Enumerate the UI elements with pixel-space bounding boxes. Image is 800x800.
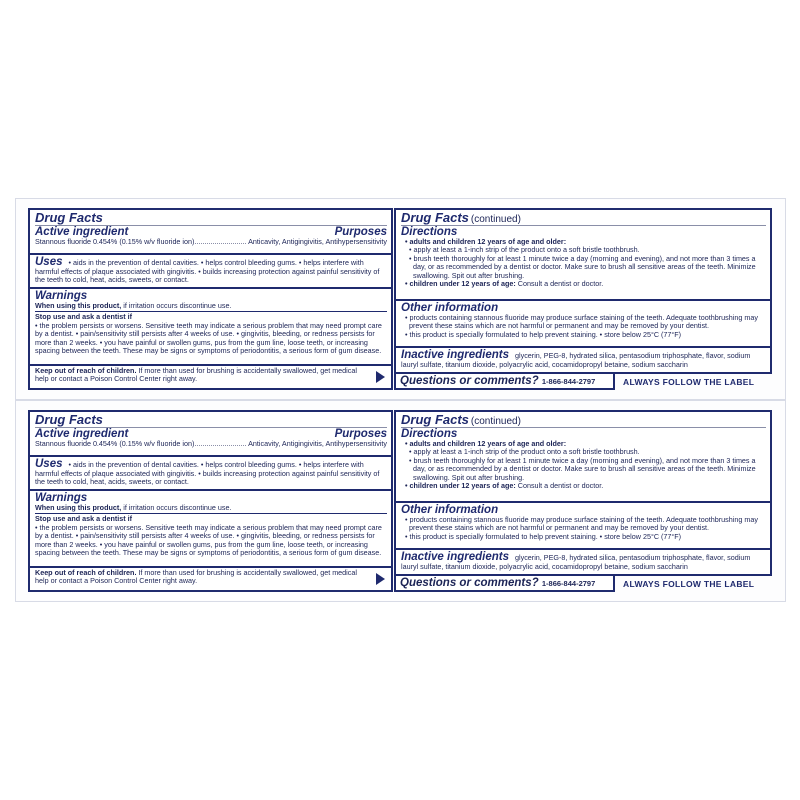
active-ingredient-heading: Active ingredient bbox=[35, 428, 129, 440]
other-information-2: • this product is specially formulated to help prevent staining. • store below 25°C (77°F) bbox=[405, 531, 682, 541]
inactive-ingredients-heading: Inactive ingredients bbox=[401, 349, 510, 361]
keep-out-bold: Keep out of reach of children. bbox=[35, 366, 137, 375]
drug-facts-right-box bbox=[394, 208, 772, 374]
active-ingredient-section: Drug Facts Active ingredient Purposes Stannous fluoride 0.454% (0.15% w/v fluoride ion) .......................... Anticavity, Antigingivitis, Antihypersensitivity bbox=[30, 210, 391, 255]
directions-step-2: • brush teeth thoroughly for at least 1 minute twice a day (morning and evening), and not more than 3 times a day, or as recommended by a dentist or doctor. Make sure to brush all sensitive areas of the teeth. Minimize swallowing. Spit out after brushing. bbox=[409, 253, 756, 280]
warnings-heading: Warnings bbox=[35, 290, 88, 302]
drug-facts-continued-title: Drug Facts bbox=[401, 412, 469, 427]
inactive-ingredients-text: glycerin, PEG-8, hydrated silica, pentasodium triphosphate, flavor, sodium lauryl sulfate, titanium dioxide, polyacrylic acid, cocamidopropyl betaine, sodium saccharin bbox=[401, 553, 751, 571]
inactive-ingredients-heading: Inactive ingredients bbox=[401, 551, 510, 563]
other-information-1: • products containing stannous fluoride may produce surface staining of the teeth. Adequate toothbrushing may prevent these stains which are not harmful or permanent and may be removed by your dentist. bbox=[405, 313, 758, 331]
phone-number: 1-866-844-2797 bbox=[541, 579, 596, 588]
when-using-bold: When using this product, bbox=[35, 503, 122, 512]
continue-arrow-icon bbox=[376, 371, 385, 383]
inactive-ingredients-section bbox=[396, 348, 770, 372]
stop-use-heading: Stop use and ask a dentist if bbox=[35, 514, 133, 524]
keep-out-section bbox=[30, 568, 391, 590]
stop-use-text: • the problem persists or worsens. Sensitive teeth may indicate a serious problem that may need prompt care by a dentist. • pain/sensitivity still persists after 4 weeks of use. • gingivitis, bleeding, or redness persists for more than 2 weeks. • you have painful or swollen gums, pus from the gum line, loose teeth, or increasing spacing between the teeth. These may be signs or symptoms of periodontitis, a serious form of gum disease. bbox=[35, 320, 382, 356]
warnings-heading: Warnings bbox=[35, 492, 88, 504]
continued-text: (continued) bbox=[470, 214, 521, 225]
always-follow-label: ALWAYS FOLLOW THE LABEL bbox=[623, 579, 755, 589]
active-ingredient-heading: Active ingredient bbox=[35, 226, 129, 238]
uses-text: • aids in the prevention of dental cavities. • helps control bleeding gums. • helps interfere with harmful effects of plaque associated with gingivitis. • builds increasing protection against painful sensitivity of the teeth to cold, heat, acids, sweets, or contact. bbox=[35, 460, 380, 487]
directions-adults: • adults and children 12 years of age and older: bbox=[405, 439, 567, 448]
purposes: Anticavity, Antigingivitis, Antihypersensitivity bbox=[248, 439, 387, 448]
directions-step-1: • apply at least a 1-inch strip of the product onto a soft bristle toothbrush. bbox=[409, 245, 640, 255]
keep-out-bold: Keep out of reach of children. bbox=[35, 568, 137, 577]
drug-facts-panel bbox=[0, 198, 800, 400]
directions-section bbox=[396, 210, 770, 301]
uses-section bbox=[30, 457, 391, 491]
directions-section bbox=[396, 412, 770, 503]
uses-heading: Uses bbox=[35, 458, 63, 470]
questions-box bbox=[394, 574, 615, 592]
directions-children-text: Consult a dentist or doctor. bbox=[515, 279, 604, 289]
purposes-heading: Purposes bbox=[334, 226, 387, 238]
other-information-1: • products containing stannous fluoride may produce surface staining of the teeth. Adequate toothbrushing may prevent these stains which are not harmful or permanent and may be removed by your dentist. bbox=[405, 515, 758, 533]
phone-number: 1-866-844-2797 bbox=[541, 377, 596, 386]
stop-use-text: • the problem persists or worsens. Sensitive teeth may indicate a serious problem that may need prompt care by a dentist. • pain/sensitivity still persists after 4 weeks of use. • gingivitis, bleeding, or redness persists for more than 2 weeks. • you have painful or swollen gums, pus from the gum line, loose teeth, or increasing spacing between the teeth. These may be signs or symptoms of periodontitis, a serious form of gum disease. bbox=[35, 522, 382, 558]
inactive-ingredients-text: glycerin, PEG-8, hydrated silica, pentasodium triphosphate, flavor, sodium lauryl sulfate, titanium dioxide, polyacrylic acid, cocamidopropyl betaine, sodium saccharin bbox=[401, 351, 751, 369]
stop-use-heading: Stop use and ask a dentist if bbox=[35, 312, 133, 322]
drug-facts-left-box bbox=[28, 410, 393, 592]
drug-facts-panel-2 bbox=[0, 400, 800, 602]
directions-heading: Directions bbox=[401, 226, 458, 238]
directions-children-text: Consult a dentist or doctor. bbox=[515, 481, 604, 491]
keep-out-section bbox=[30, 366, 391, 388]
directions-adults: • adults and children 12 years of age and older: bbox=[405, 237, 567, 246]
drug-facts-left-box bbox=[28, 208, 393, 390]
drug-facts-right-box bbox=[394, 410, 772, 576]
inactive-ingredients-section bbox=[396, 550, 770, 574]
purposes: Anticavity, Antigingivitis, Antihypersensitivity bbox=[248, 237, 387, 246]
purposes-heading: Purposes bbox=[334, 428, 387, 440]
other-information-section bbox=[396, 503, 770, 550]
uses-heading: Uses bbox=[35, 256, 63, 268]
keep-out-text: If more than used for brushing is accidentally swallowed, get medical help or contact a Poison Control Center right away. bbox=[35, 366, 357, 384]
warnings-section bbox=[30, 491, 391, 568]
uses-text: • aids in the prevention of dental cavities. • helps control bleeding gums. • helps interfere with harmful effects of plaque associated with gingivitis. • builds increasing protection against painful sensitivity of the teeth to cold, heat, acids, sweets, or contact. bbox=[35, 258, 380, 285]
questions-box bbox=[394, 372, 615, 390]
directions-step-1: • apply at least a 1-inch strip of the product onto a soft bristle toothbrush. bbox=[409, 447, 640, 457]
uses-section bbox=[30, 255, 391, 289]
active-ingredient: Stannous fluoride 0.454% (0.15% w/v fluoride ion) bbox=[35, 237, 195, 246]
directions-step-2: • brush teeth thoroughly for at least 1 minute twice a day (morning and evening), and not more than 3 times a day, or as recommended by a dentist or doctor. Make sure to brush all sensitive areas of the teeth. Minimize swallowing. Spit out after brushing. bbox=[409, 455, 756, 482]
when-using-text: if irritation occurs discontinue use. bbox=[121, 503, 232, 512]
directions-children-bold: • children under 12 years of age: bbox=[405, 481, 516, 491]
other-information-section bbox=[396, 301, 770, 348]
drug-facts-title: Drug Facts bbox=[35, 211, 387, 226]
warnings-section bbox=[30, 289, 391, 366]
continue-arrow-icon bbox=[376, 573, 385, 585]
continued-text: (continued) bbox=[470, 416, 521, 427]
active-ingredient: Stannous fluoride 0.454% (0.15% w/v fluoride ion) bbox=[35, 439, 195, 448]
always-follow-label: ALWAYS FOLLOW THE LABEL bbox=[623, 377, 755, 387]
other-information-heading: Other information bbox=[401, 302, 499, 314]
questions-heading: Questions or comments? bbox=[400, 577, 539, 589]
drug-facts-continued-title: Drug Facts bbox=[401, 210, 469, 225]
questions-heading: Questions or comments? bbox=[400, 375, 539, 387]
directions-heading: Directions bbox=[401, 428, 458, 440]
when-using-bold: When using this product, bbox=[35, 301, 122, 310]
other-information-heading: Other information bbox=[401, 504, 499, 516]
when-using-text: if irritation occurs discontinue use. bbox=[121, 301, 232, 310]
active-ingredient-section: Drug Facts Active ingredient Purposes Stannous fluoride 0.454% (0.15% w/v fluoride ion) .......................... Anticavity, Antigingivitis, Antihypersensitivity bbox=[30, 412, 391, 457]
other-information-2: • this product is specially formulated to help prevent staining. • store below 25°C (77°F) bbox=[405, 329, 682, 339]
drug-facts-title: Drug Facts bbox=[35, 413, 387, 428]
directions-children-bold: • children under 12 years of age: bbox=[405, 279, 516, 289]
keep-out-text: If more than used for brushing is accidentally swallowed, get medical help or contact a Poison Control Center right away. bbox=[35, 568, 357, 586]
